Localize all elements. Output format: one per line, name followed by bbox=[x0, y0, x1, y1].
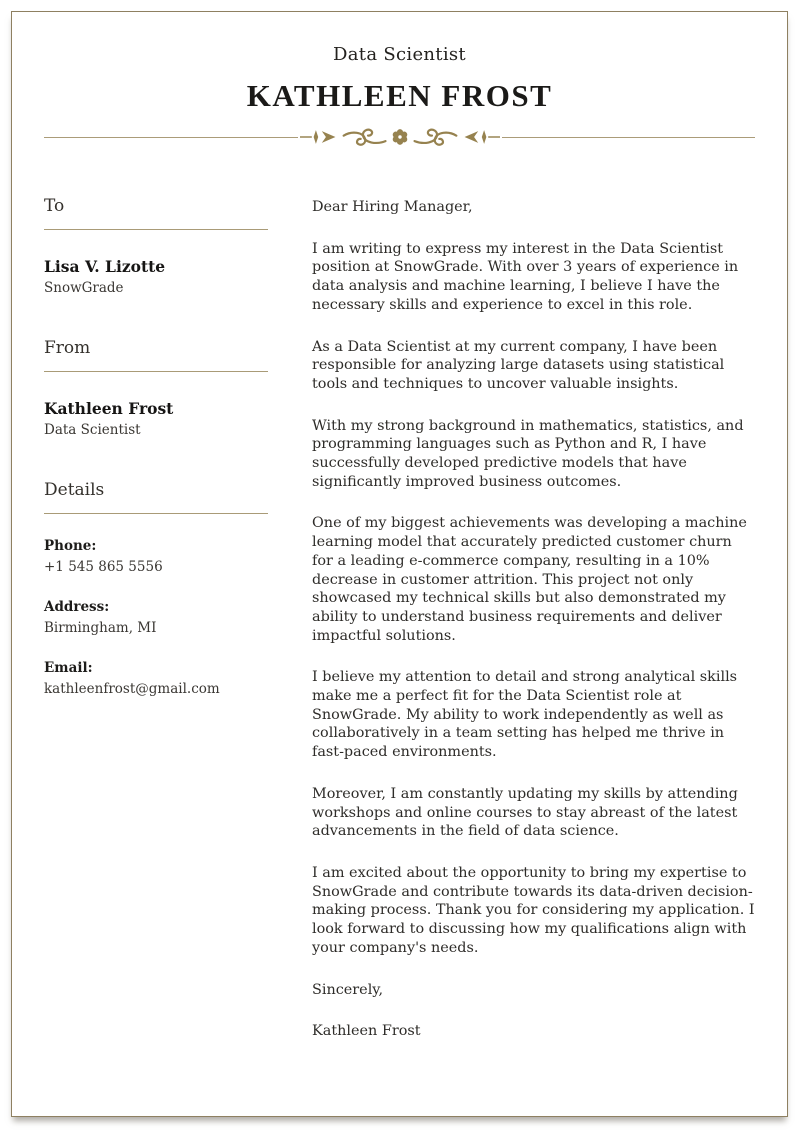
header-job-title: Data Scientist bbox=[333, 44, 466, 65]
phone-label: Phone: bbox=[44, 538, 97, 554]
letter-header bbox=[44, 44, 755, 151]
details-heading: Details bbox=[44, 480, 268, 514]
flower-rosette bbox=[392, 129, 407, 145]
phone-item bbox=[44, 538, 268, 575]
email-label: Email: bbox=[44, 660, 93, 676]
paragraph: I believe my attention to detail and strong analytical skills make me a perfect fit for the Data Scientist role at SnowGrade. My ability to work independently as well as collaboratively in a team setting has helped me thrive in fast-paced environments. bbox=[312, 669, 738, 761]
paragraph: With my strong background in mathematics, statistics, and programming languages such as Python and R, I have successfully developed predictive models that have significantly improved business outcomes. bbox=[312, 417, 744, 490]
header-person-name: KATHLEEN FROST bbox=[246, 78, 553, 113]
salutation: Dear Hiring Manager, bbox=[312, 199, 473, 215]
paragraph: Moreover, I am constantly updating my skills by attending workshops and online courses to stay abreast of the latest advancements in the field of data science. bbox=[312, 785, 738, 840]
paragraph: I am writing to express my interest in the Data Scientist position at SnowGrade. With over 3 years of experience in data analysis and machine learning, I believe I have the necessary skills and experience to excel in this role. bbox=[312, 240, 739, 313]
sender-name: Kathleen Frost bbox=[44, 399, 174, 418]
details-section bbox=[44, 480, 268, 697]
paragraph: One of my biggest achievements was developing a machine learning model that accurately predicted customer churn for a leading e-commerce company, resulting in a 10% decrease in customer attrition. This project not only showcased my technical skills but also demonstrated my ability to understand business requirements and deliver impactful solutions. bbox=[312, 515, 747, 644]
phone-value: +1 545 865 5556 bbox=[44, 559, 163, 575]
to-heading: To bbox=[44, 196, 268, 230]
from-heading: From bbox=[44, 338, 268, 372]
letter-body bbox=[312, 196, 755, 1041]
sender-title: Data Scientist bbox=[44, 422, 141, 438]
content-columns bbox=[44, 196, 755, 1041]
paragraph: I am excited about the opportunity to bring my expertise to SnowGrade and contribute towards its data-driven decision-making process. Thank you for considering my application. I look forward to discussing how my qualifications align with your company's needs. bbox=[312, 864, 755, 956]
signature: Kathleen Frost bbox=[312, 1023, 421, 1040]
divider-rule-left bbox=[44, 137, 298, 138]
recipient-name: Lisa V. Lizotte bbox=[44, 257, 166, 276]
flourish-ornament-icon bbox=[300, 123, 500, 151]
cover-letter-page bbox=[11, 11, 788, 1117]
address-item bbox=[44, 599, 268, 636]
to-section bbox=[44, 196, 268, 296]
divider-rule-right bbox=[502, 137, 756, 138]
paragraph: As a Data Scientist at my current company, I have been responsible for analyzing large datasets using statistical tools and techniques to uncover valuable insights. bbox=[312, 338, 725, 392]
address-label: Address: bbox=[44, 599, 110, 615]
recipient-company: SnowGrade bbox=[44, 280, 124, 296]
email-value: kathleenfrost@gmail.com bbox=[44, 681, 220, 697]
ornament-divider bbox=[44, 123, 755, 151]
closing: Sincerely, bbox=[312, 981, 384, 998]
sidebar bbox=[44, 196, 268, 1041]
email-item bbox=[44, 660, 268, 697]
from-section bbox=[44, 338, 268, 438]
address-value: Birmingham, MI bbox=[44, 620, 157, 636]
